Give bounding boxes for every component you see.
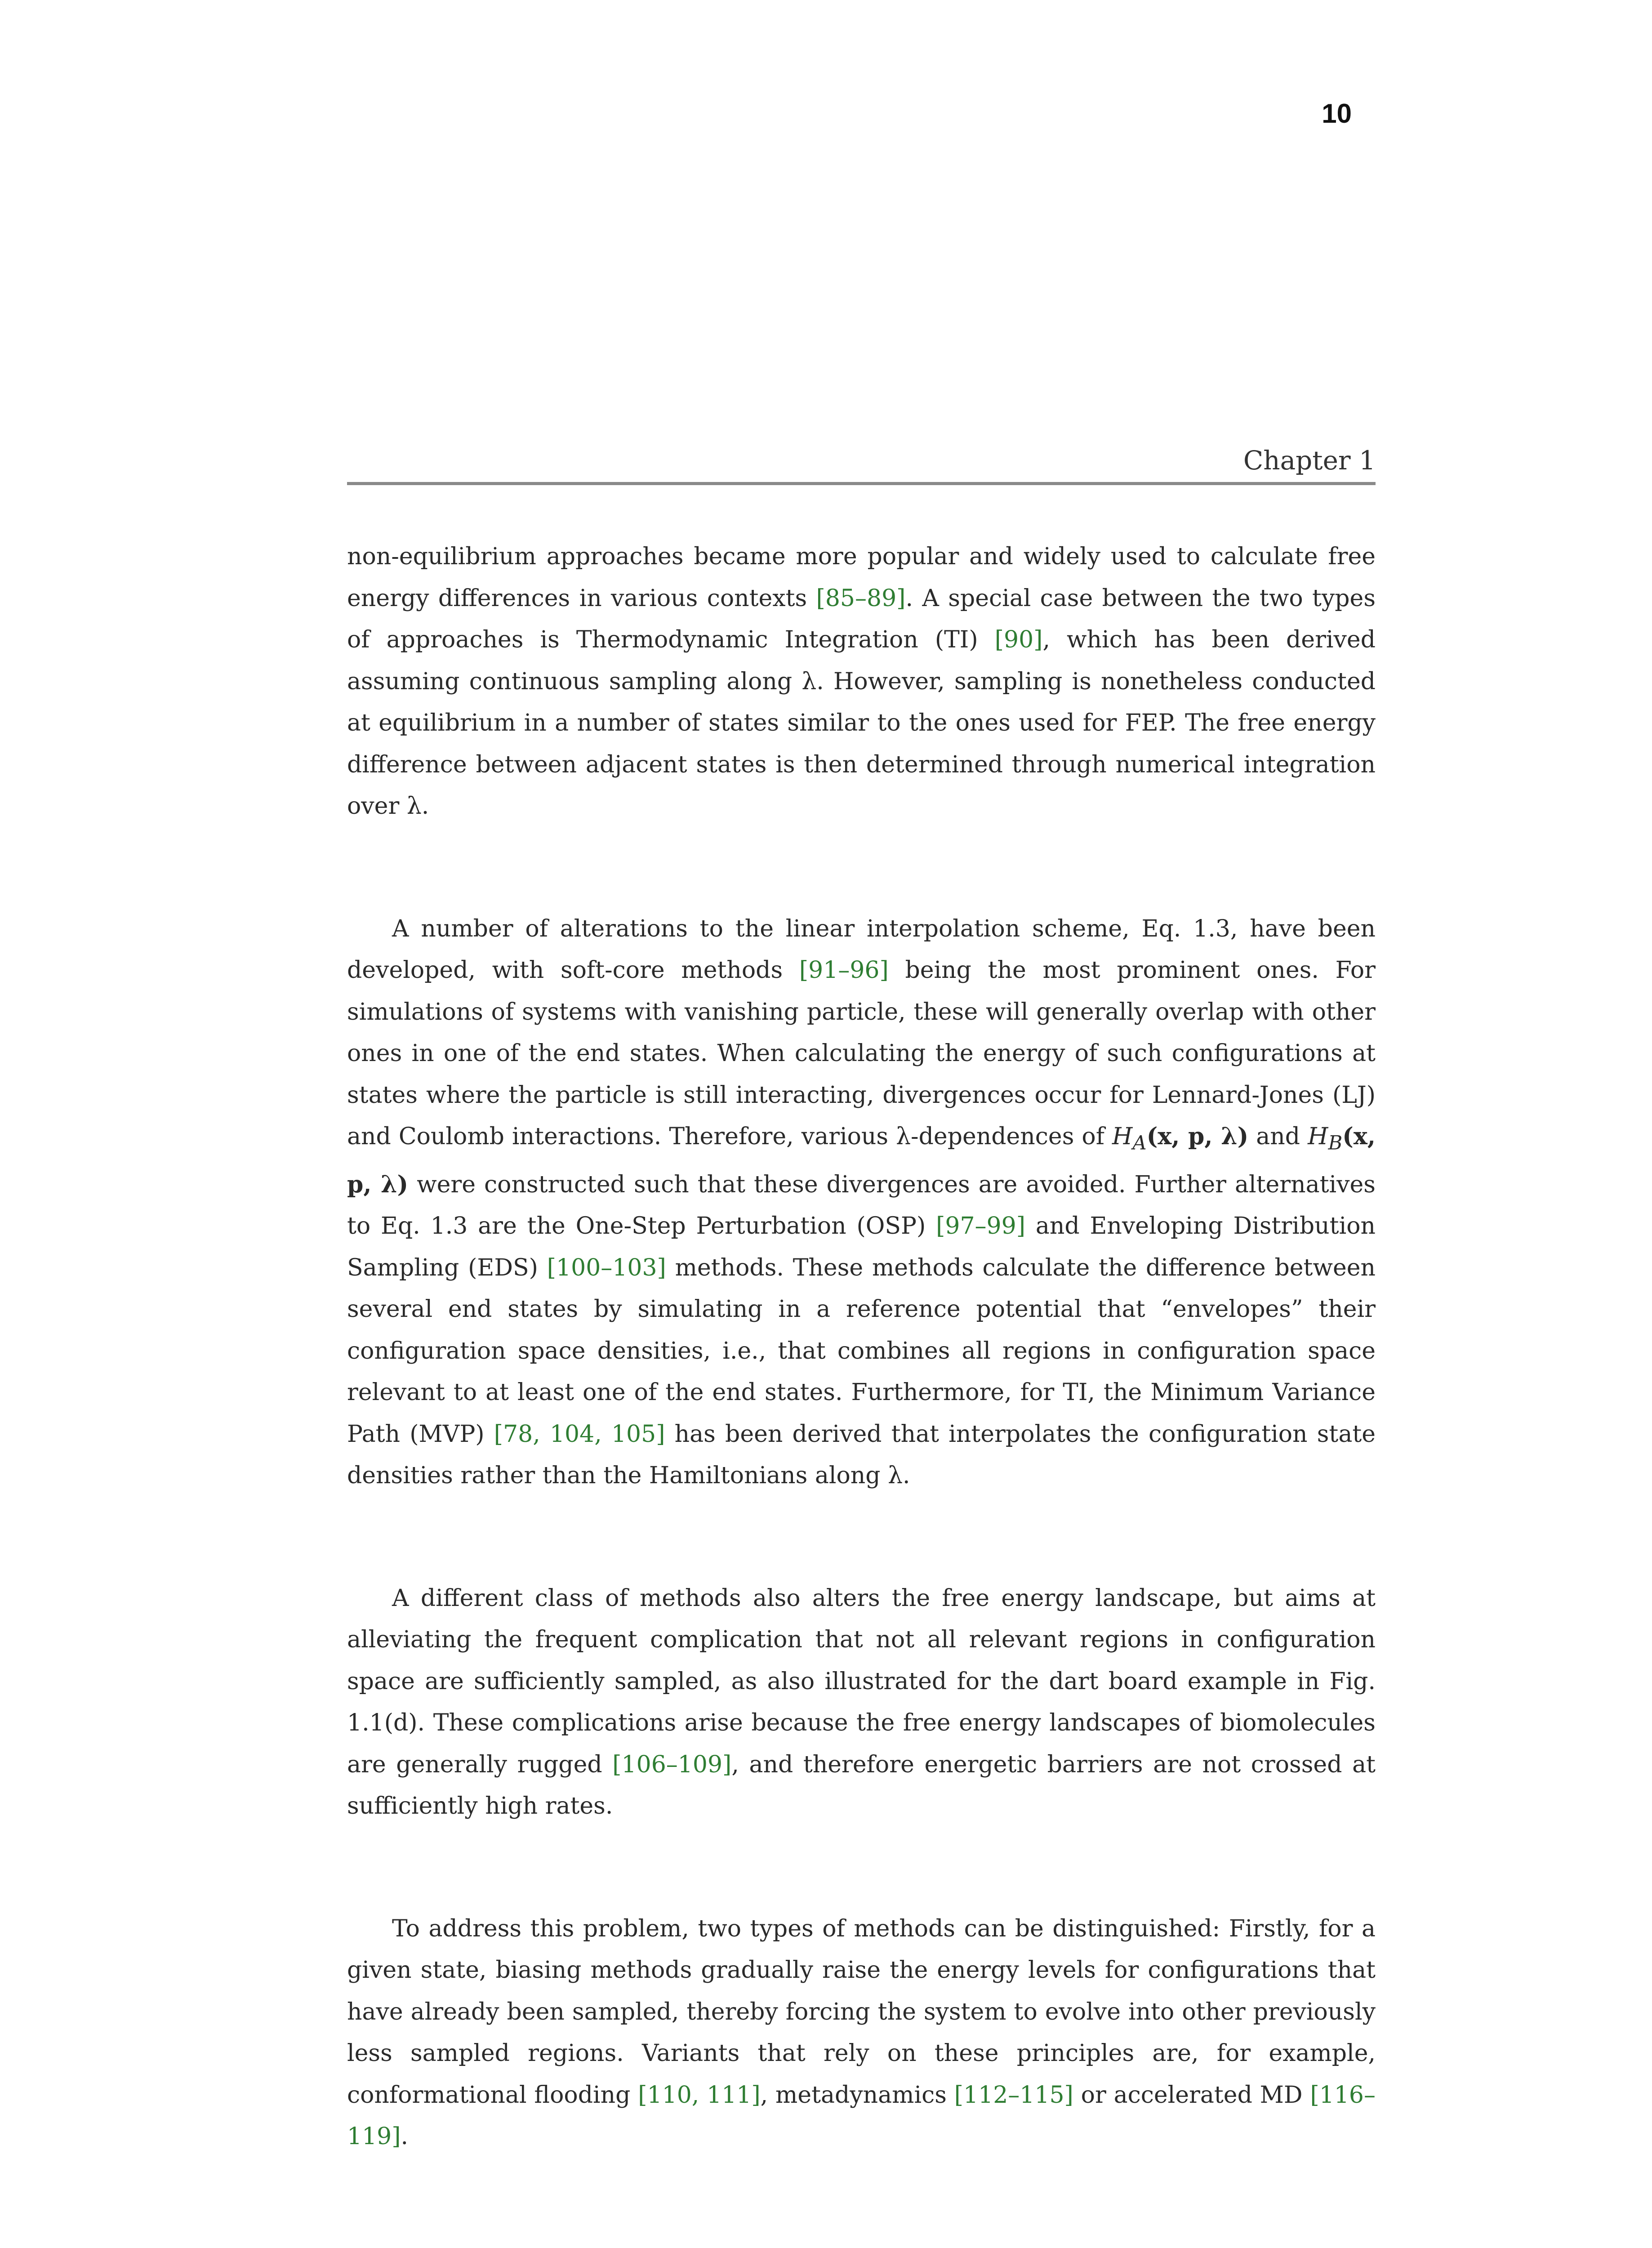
text-span: , metadynamics xyxy=(760,2081,954,2109)
text-span: To address this problem, two types of methods can be distinguished: Firstly, for a given state, biasing methods gradually raise the energy levels for configurations that have already been sampled, thereby forcing the system to evolve into other previously less sampled regions. Variants that rely on these principles are, for example, conformational flooding xyxy=(347,1915,1376,2109)
text-span: and xyxy=(1248,1123,1308,1150)
paragraph-4 xyxy=(347,1908,1376,2158)
citation-link[interactable]: [116–119] xyxy=(347,2081,1376,2150)
header-rule xyxy=(347,482,1376,485)
citation-link[interactable]: [78, 104, 105] xyxy=(494,1420,665,1448)
text-span: , and therefore energetic barriers are not crossed at sufficiently high rates. xyxy=(347,1751,1376,1820)
text-span: has been derived that interpolates the configuration state densities rather than the Hamiltonians along λ. xyxy=(347,1420,1376,1490)
math-hamiltonian-b: $H_B(x$, p, λ) xyxy=(347,1123,1376,1198)
text-span: and Enveloping Distribution Sampling (EDS) xyxy=(347,1213,1376,1281)
body-text xyxy=(347,536,1376,2239)
math-hamiltonian-a: $H_A(x$, p, λ) xyxy=(1112,1123,1249,1155)
citation-link[interactable]: [85–89] xyxy=(816,584,906,612)
text-span: . A special case between the two types of approaches is Thermodynamic Integration (TI) xyxy=(347,584,1376,653)
text-span: methods. These methods calculate the difference between several end states by simulating in a reference potential that “envelopes” their configuration space densities, i.e., that combines all regions in configuration space relevant to at least one of the end states. Furthermore, for TI, the Minimum Variance Path (MVP) xyxy=(347,1254,1376,1448)
text-span: A number of alterations to the linear interpolation scheme, Eq. 1.3, have been developed, with soft-core methods xyxy=(347,915,1376,984)
running-head: Chapter 1 xyxy=(1243,445,1376,476)
citation-link[interactable]: [90] xyxy=(994,626,1043,653)
text-span: . xyxy=(401,2123,409,2150)
citation-link[interactable]: [97–99] xyxy=(936,1213,1026,1240)
text-span: were constructed such that these divergences are avoided. Further alternatives to Eq. 1.3 are the One-Step Perturbation (OSP) xyxy=(347,1171,1376,1240)
text-span: or accelerated MD xyxy=(1073,2081,1310,2109)
paragraph-2 xyxy=(347,908,1376,1497)
paragraph-3 xyxy=(347,1578,1376,1827)
text-span: being the most prominent ones. For simulations of systems with vanishing particle, these will generally overlap with other ones in one of the end states. When calculating the energy of such configurations at states where the particle is still interacting, divergences occur for Lennard-Jones (LJ) and Coulomb interactions. Therefore, various λ-dependences of xyxy=(347,957,1376,1150)
text-span: A different class of methods also alters the free energy landscape, but aims at alleviating the frequent complication that not all relevant regions in configuration space are sufficiently sampled, as also illustrated for the dart board example in Fig. 1.1(d). These complications arise because the free energy landscapes of biomolecules are generally rugged xyxy=(347,1584,1376,1778)
paragraph-1 xyxy=(347,536,1376,827)
citation-link[interactable]: [112–115] xyxy=(954,2081,1073,2109)
page-number: 10 xyxy=(1322,98,1352,129)
citation-link[interactable]: [91–96] xyxy=(799,957,889,984)
citation-link[interactable]: [100–103] xyxy=(547,1254,666,1281)
text-span: non-equilibrium approaches became more popular and widely used to calculate free energy differences in various contexts xyxy=(347,543,1376,612)
text-span: , which has been derived assuming continuous sampling along λ. However, sampling is nonetheless conducted at equilibrium in a number of states similar to the ones used for FEP. The free energy difference between adjacent states is then determined through numerical integration over λ. xyxy=(347,626,1376,820)
citation-link[interactable]: [110, 111] xyxy=(638,2081,761,2109)
citation-link[interactable]: [106–109] xyxy=(612,1751,732,1778)
